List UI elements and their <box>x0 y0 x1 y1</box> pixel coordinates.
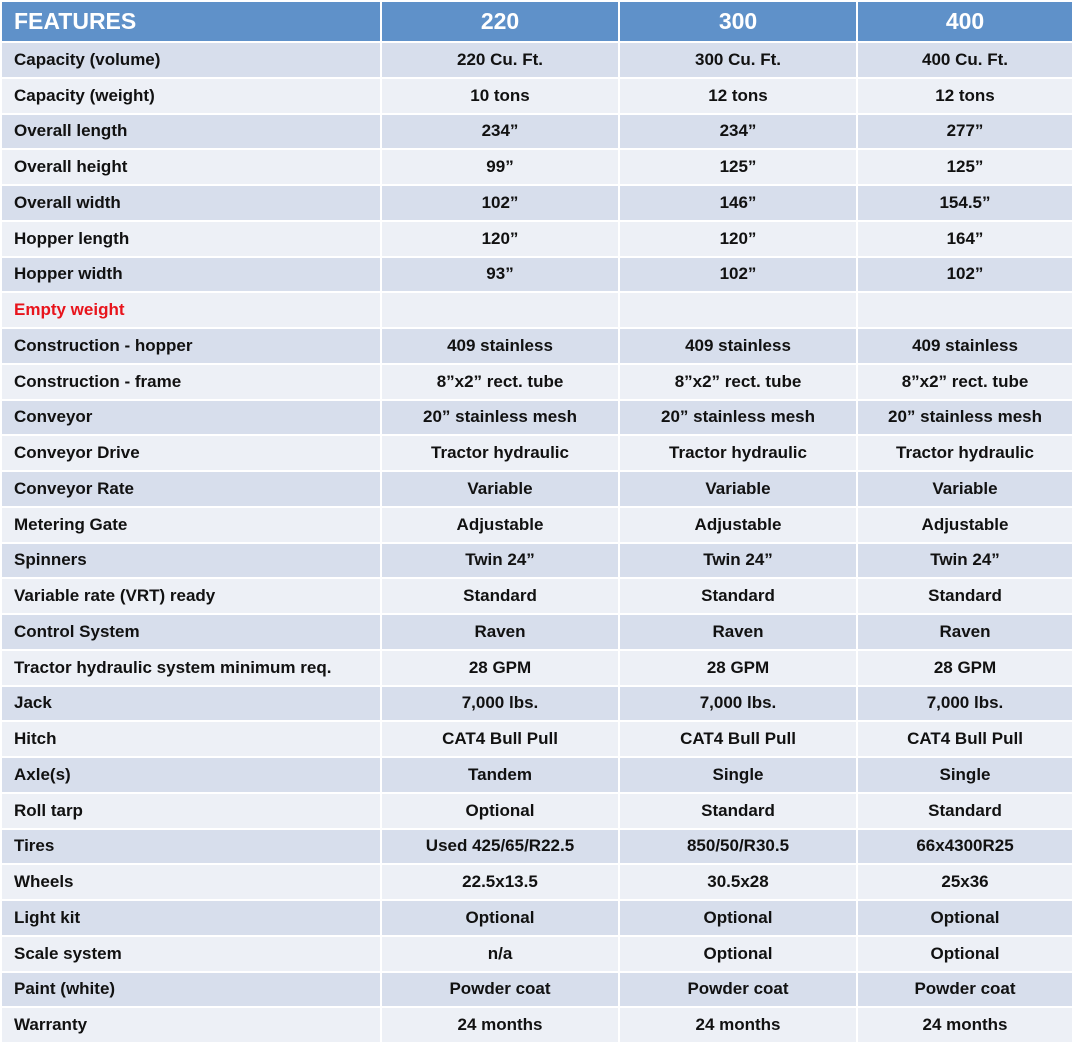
feature-label: Control System <box>2 615 380 649</box>
feature-label: Paint (white) <box>2 973 380 1007</box>
value-cell-model-300: 409 stainless <box>620 329 856 363</box>
value-cell-model-400: Raven <box>858 615 1072 649</box>
table-row <box>2 258 1072 292</box>
feature-label: Tires <box>2 830 380 864</box>
value-cell-model-400: 409 stainless <box>858 329 1072 363</box>
value-cell-model-220: 20” stainless mesh <box>382 401 618 435</box>
value-cell-model-400: 277” <box>858 115 1072 149</box>
header-model-220: 220 <box>382 2 618 41</box>
table-row <box>2 436 1072 470</box>
table-row <box>2 401 1072 435</box>
feature-label: Jack <box>2 687 380 721</box>
table-row <box>2 150 1072 184</box>
value-cell-model-300: 30.5x28 <box>620 865 856 899</box>
value-cell-model-300: 24 months <box>620 1008 856 1042</box>
value-cell-model-400: Tractor hydraulic <box>858 436 1072 470</box>
value-cell-model-400: Variable <box>858 472 1072 506</box>
feature-label: Wheels <box>2 865 380 899</box>
value-cell-model-300: 102” <box>620 258 856 292</box>
table-row <box>2 758 1072 792</box>
table-row <box>2 579 1072 613</box>
value-cell-model-300: Optional <box>620 937 856 971</box>
value-cell-model-400: 12 tons <box>858 79 1072 113</box>
feature-label: Scale system <box>2 937 380 971</box>
value-cell-model-220: Raven <box>382 615 618 649</box>
value-cell-model-220: Tractor hydraulic <box>382 436 618 470</box>
value-cell-model-400: Optional <box>858 901 1072 935</box>
value-cell-model-220: 409 stainless <box>382 329 618 363</box>
feature-label: Hopper width <box>2 258 380 292</box>
value-cell-model-300: Raven <box>620 615 856 649</box>
feature-label: Conveyor <box>2 401 380 435</box>
value-cell-model-400: 8”x2” rect. tube <box>858 365 1072 399</box>
table-row <box>2 973 1072 1007</box>
value-cell-model-220: Optional <box>382 901 618 935</box>
table-row <box>2 79 1072 113</box>
value-cell-model-300: Standard <box>620 579 856 613</box>
value-cell-model-220: Used 425/65/R22.5 <box>382 830 618 864</box>
value-cell-model-300: 12 tons <box>620 79 856 113</box>
value-cell-model-300: CAT4 Bull Pull <box>620 722 856 756</box>
value-cell-model-220: 7,000 lbs. <box>382 687 618 721</box>
value-cell-model-300: Powder coat <box>620 973 856 1007</box>
value-cell-model-400 <box>858 293 1072 327</box>
table-row <box>2 329 1072 363</box>
table-row <box>2 865 1072 899</box>
value-cell-model-300: 120” <box>620 222 856 256</box>
value-cell-model-400: 28 GPM <box>858 651 1072 685</box>
header-row <box>2 2 1072 41</box>
value-cell-model-220: Powder coat <box>382 973 618 1007</box>
value-cell-model-400: 66x4300R25 <box>858 830 1072 864</box>
table-row <box>2 901 1072 935</box>
value-cell-model-400: 164” <box>858 222 1072 256</box>
table-row <box>2 1008 1072 1042</box>
value-cell-model-400: Optional <box>858 937 1072 971</box>
value-cell-model-300: Optional <box>620 901 856 935</box>
table-row <box>2 615 1072 649</box>
value-cell-model-220: CAT4 Bull Pull <box>382 722 618 756</box>
value-cell-model-300: Variable <box>620 472 856 506</box>
feature-label: Hopper length <box>2 222 380 256</box>
table-row <box>2 544 1072 578</box>
feature-label: Capacity (volume) <box>2 43 380 77</box>
value-cell-model-400: Powder coat <box>858 973 1072 1007</box>
spec-table-body <box>2 43 1072 1042</box>
value-cell-model-220: Adjustable <box>382 508 618 542</box>
value-cell-model-400: Standard <box>858 794 1072 828</box>
table-row <box>2 115 1072 149</box>
table-row <box>2 186 1072 220</box>
value-cell-model-220: Standard <box>382 579 618 613</box>
table-row <box>2 508 1072 542</box>
value-cell-model-400: Adjustable <box>858 508 1072 542</box>
table-row <box>2 222 1072 256</box>
value-cell-model-220: Optional <box>382 794 618 828</box>
value-cell-model-300: Standard <box>620 794 856 828</box>
value-cell-model-220: 102” <box>382 186 618 220</box>
value-cell-model-400: 400 Cu. Ft. <box>858 43 1072 77</box>
feature-label: Conveyor Rate <box>2 472 380 506</box>
header-features: FEATURES <box>2 2 380 41</box>
value-cell-model-220: 99” <box>382 150 618 184</box>
value-cell-model-400: Single <box>858 758 1072 792</box>
value-cell-model-300: 300 Cu. Ft. <box>620 43 856 77</box>
feature-label: Overall width <box>2 186 380 220</box>
value-cell-model-300 <box>620 293 856 327</box>
feature-label: Warranty <box>2 1008 380 1042</box>
table-row <box>2 794 1072 828</box>
feature-label: Overall length <box>2 115 380 149</box>
feature-label: Hitch <box>2 722 380 756</box>
value-cell-model-220: 22.5x13.5 <box>382 865 618 899</box>
feature-label: Variable rate (VRT) ready <box>2 579 380 613</box>
value-cell-model-220: 10 tons <box>382 79 618 113</box>
value-cell-model-220: 234” <box>382 115 618 149</box>
feature-label: Construction - frame <box>2 365 380 399</box>
value-cell-model-220: 120” <box>382 222 618 256</box>
value-cell-model-300: Tractor hydraulic <box>620 436 856 470</box>
value-cell-model-220: Variable <box>382 472 618 506</box>
feature-label: Metering Gate <box>2 508 380 542</box>
value-cell-model-220: 220 Cu. Ft. <box>382 43 618 77</box>
value-cell-model-300: 28 GPM <box>620 651 856 685</box>
table-row <box>2 651 1072 685</box>
table-row <box>2 937 1072 971</box>
value-cell-model-300: Single <box>620 758 856 792</box>
value-cell-model-300: 7,000 lbs. <box>620 687 856 721</box>
value-cell-model-300: Adjustable <box>620 508 856 542</box>
feature-label: Axle(s) <box>2 758 380 792</box>
value-cell-model-220: n/a <box>382 937 618 971</box>
value-cell-model-220: Twin 24” <box>382 544 618 578</box>
value-cell-model-300: 125” <box>620 150 856 184</box>
value-cell-model-220: 24 months <box>382 1008 618 1042</box>
feature-label: Tractor hydraulic system minimum req. <box>2 651 380 685</box>
value-cell-model-400: Standard <box>858 579 1072 613</box>
header-model-400: 400 <box>858 2 1072 41</box>
feature-label: Construction - hopper <box>2 329 380 363</box>
value-cell-model-220: 8”x2” rect. tube <box>382 365 618 399</box>
table-row <box>2 43 1072 77</box>
feature-label: Overall height <box>2 150 380 184</box>
value-cell-model-300: 20” stainless mesh <box>620 401 856 435</box>
value-cell-model-220: 28 GPM <box>382 651 618 685</box>
value-cell-model-400: 25x36 <box>858 865 1072 899</box>
value-cell-model-300: 850/50/R30.5 <box>620 830 856 864</box>
table-row <box>2 472 1072 506</box>
table-row <box>2 293 1072 327</box>
feature-label: Light kit <box>2 901 380 935</box>
feature-label: Empty weight <box>2 293 380 327</box>
value-cell-model-300: 234” <box>620 115 856 149</box>
value-cell-model-220 <box>382 293 618 327</box>
table-row <box>2 687 1072 721</box>
value-cell-model-220: Tandem <box>382 758 618 792</box>
feature-label: Spinners <box>2 544 380 578</box>
value-cell-model-400: 102” <box>858 258 1072 292</box>
table-row <box>2 722 1072 756</box>
value-cell-model-400: 20” stainless mesh <box>858 401 1072 435</box>
feature-label: Capacity (weight) <box>2 79 380 113</box>
value-cell-model-300: 8”x2” rect. tube <box>620 365 856 399</box>
table-row <box>2 365 1072 399</box>
header-model-300: 300 <box>620 2 856 41</box>
value-cell-model-400: CAT4 Bull Pull <box>858 722 1072 756</box>
value-cell-model-400: Twin 24” <box>858 544 1072 578</box>
value-cell-model-300: 146” <box>620 186 856 220</box>
value-cell-model-400: 125” <box>858 150 1072 184</box>
value-cell-model-400: 24 months <box>858 1008 1072 1042</box>
feature-label: Conveyor Drive <box>2 436 380 470</box>
feature-label: Roll tarp <box>2 794 380 828</box>
value-cell-model-300: Twin 24” <box>620 544 856 578</box>
value-cell-model-400: 154.5” <box>858 186 1072 220</box>
value-cell-model-400: 7,000 lbs. <box>858 687 1072 721</box>
table-row <box>2 830 1072 864</box>
value-cell-model-220: 93” <box>382 258 618 292</box>
